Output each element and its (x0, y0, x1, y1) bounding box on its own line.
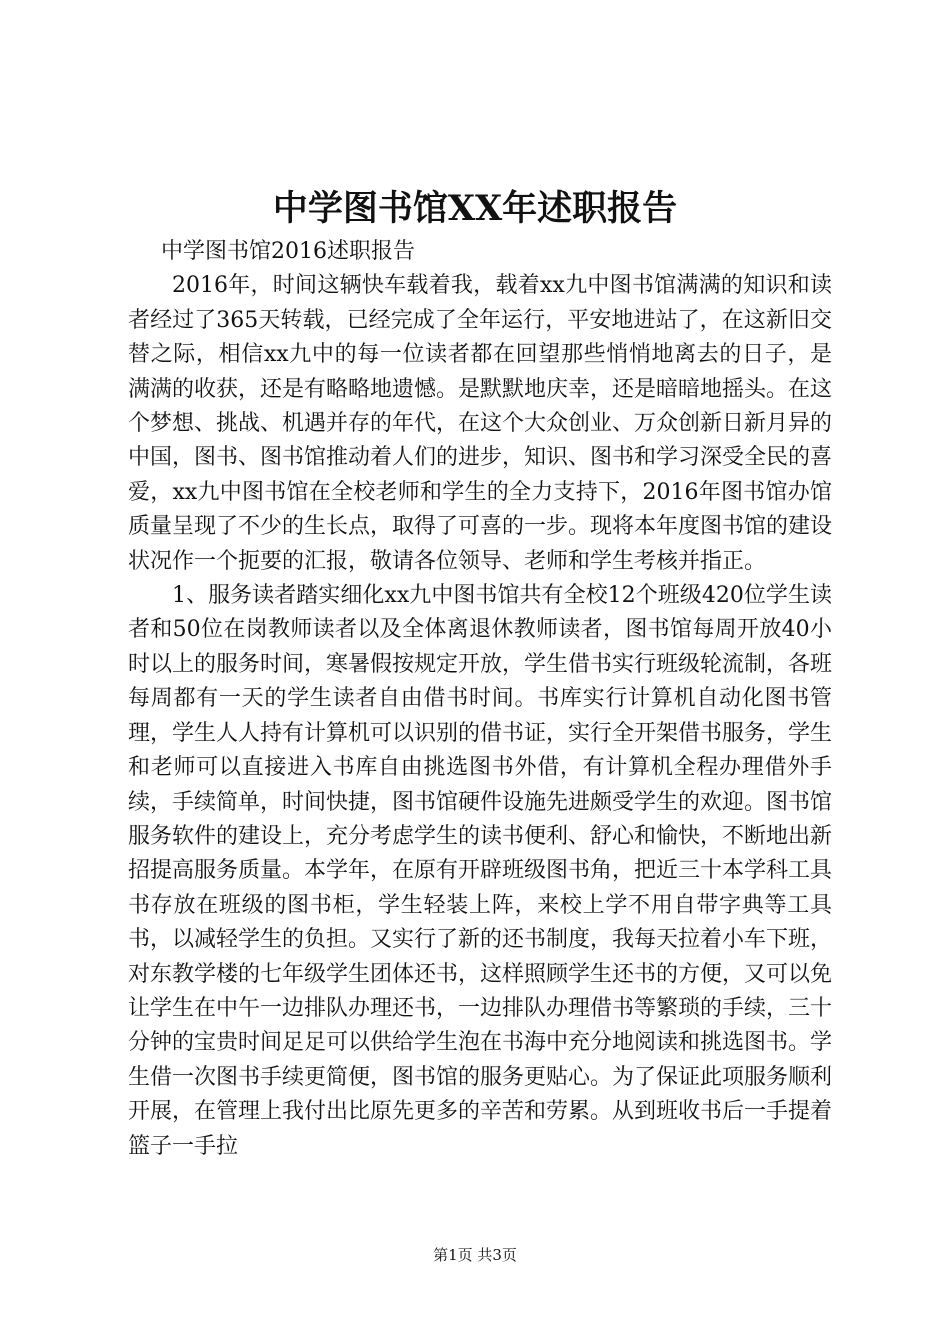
paragraph-intro: 2016年，时间这辆快车载着我，载着xx九中图书馆满满的知识和读者经过了365天转载，已经完成了全年运行，平安地进站了，在这新旧交替之际，相信xx九中的每一位读者都在回望那些悄悄地离去的日子，是满满的收获，还是有略略地遗憾。是默默地庆幸，还是暗暗地摇头。在这个梦想、挑战、机遇并存的年代，在这个大众创业、万众创新日新月异的中国，图书、图书馆推动着人们的进步，知识、图书和学习深受全民的喜爱，xx九中图书馆在全校老师和学生的全力支持下，2016年图书馆办馆质量呈现了不少的生长点，取得了可喜的一步。现将本年度图书馆的建设状况作一个扼要的汇报，敬请各位领导、老师和学生考核并指正。 (128, 273, 833, 574)
document-title: 中学图书馆XX年述职报告 (272, 188, 678, 229)
document-subtitle: 中学图书馆2016述职报告 (161, 239, 415, 264)
document-body (128, 235, 832, 1164)
paragraph-service: 1、服务读者踏实细化xx九中图书馆共有全校12个班级420位学生读者和50位在岗教师读者以及全体离退休教师读者，图书馆每周开放40小时以上的服务时间，寒暑假按规定开放，学生借书实行班级轮流制，各班每周都有一天的学生读者自由借书时间。书库实行计算机自动化图书管理，学生人人持有计算机可以识别的借书证，实行全开架借书服务，学生和老师可以直接进入书库自由挑选图书外借，有计算机全程办理借外手续，手续简单，时间快捷，图书馆硬件设施先进颇受学生的欢迎。图书馆服务软件的建设上，充分考虑学生的读书便利、舒心和愉快，不断地出新招提高服务质量。本学年，在原有开辟班级图书角，把近三十本学科工具书存放在班级的图书柜，学生轻装上阵，来校上学不用自带字典等工具书，以减轻学生的负担。又实行了新的还书制度，我每天拉着小车下班，对东教学楼的七年级学生团体还书，这样照顾学生还书的方便，又可以免让学生在中午一边排队办理还书，一边排队办理借书等繁琐的手续，三十分钟的宝贵时间足足可以供给学生泡在书海中充分地阅读和挑选图书。学生借一次图书手续更简便，图书馆的服务更贴心。为了保证此项服务顺利开展，在管理上我付出比原先更多的辛苦和劳累。从到班收书后一手提着篮子一手拉 (128, 583, 833, 1159)
page-number-footer: 第1页 共3页 (433, 1246, 517, 1264)
